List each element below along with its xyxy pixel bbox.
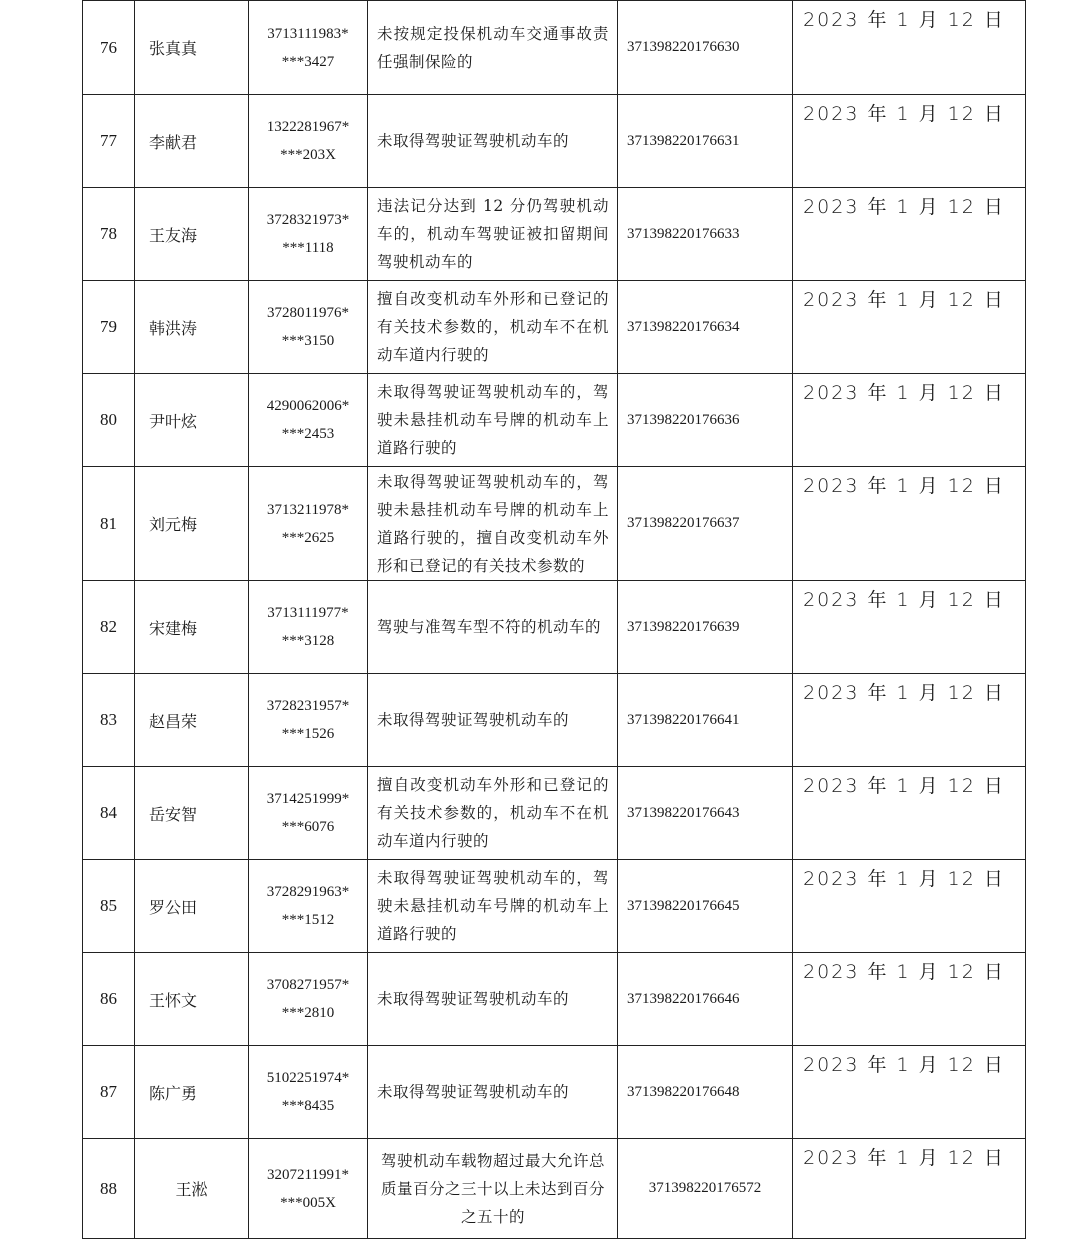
id-number-part2: ***1118 [282, 240, 334, 256]
table-row [83, 581, 1026, 674]
table-row [83, 1139, 1026, 1239]
document-number: 371398220176631 [618, 95, 793, 188]
table-row [83, 767, 1026, 860]
document-number: 371398220176630 [618, 1, 793, 95]
id-number-part2: ***6076 [281, 819, 335, 835]
id-number-part2: ***005X [280, 1194, 336, 1211]
row-number: 82 [83, 581, 135, 674]
id-number [249, 674, 368, 767]
document-number: 371398220176572 [618, 1139, 793, 1239]
violation-reason: 未按规定投保机动车交通事故责任强制保险的 [368, 1, 618, 95]
id-number-part2: ***2625 [281, 529, 335, 546]
id-number-part1: 3728321973* [266, 212, 350, 228]
table-row [83, 1, 1026, 95]
violation-reason: 未取得驾驶证驾驶机动车的，驾驶未悬挂机动车号牌的机动车上道路行驶的，擅自改变机动车外形和已登记的有关技术参数的 [368, 467, 618, 581]
person-name: 宋建梅 [135, 581, 249, 674]
person-name: 王友海 [135, 188, 249, 281]
violation-reason: 未取得驾驶证驾驶机动车的，驾驶未悬挂机动车号牌的机动车上道路行驶的 [368, 374, 618, 467]
id-number-part1: 3708271957* [266, 977, 350, 993]
decision-date: 2023 年 1 月 12 日 [793, 374, 1026, 467]
row-number: 84 [83, 767, 135, 860]
violation-reason: 未取得驾驶证驾驶机动车的，驾驶未悬挂机动车号牌的机动车上道路行驶的 [368, 860, 618, 953]
decision-date: 2023 年 1 月 12 日 [793, 767, 1026, 860]
violation-reason: 未取得驾驶证驾驶机动车的 [368, 95, 618, 188]
table-row [83, 188, 1026, 281]
id-number [249, 767, 368, 860]
person-name: 张真真 [135, 1, 249, 95]
person-name: 王淞 [135, 1139, 249, 1239]
id-number-part2: ***203X [280, 147, 336, 163]
row-number: 86 [83, 953, 135, 1046]
id-number [249, 581, 368, 674]
violation-reason: 擅自改变机动车外形和已登记的有关技术参数的，机动车不在机动车道内行驶的 [368, 767, 618, 860]
id-number [249, 95, 368, 188]
document-number: 371398220176634 [618, 281, 793, 374]
person-name: 尹叶炫 [135, 374, 249, 467]
person-name: 罗公田 [135, 860, 249, 953]
id-number-part1: 3728011976* [267, 305, 349, 321]
violation-reason: 未取得驾驶证驾驶机动车的 [368, 674, 618, 767]
violation-reason: 违法记分达到 12 分仍驾驶机动车的，机动车驾驶证被扣留期间驾驶机动车的 [368, 188, 618, 281]
id-number-part1: 3713111977* [267, 605, 349, 621]
document-number: 371398220176633 [618, 188, 793, 281]
id-number-part1: 3713111983* [267, 25, 349, 42]
id-number [249, 1, 368, 95]
document-number: 371398220176641 [618, 674, 793, 767]
table-row [83, 95, 1026, 188]
id-number [249, 281, 368, 374]
id-number-part1: 3714251999* [266, 791, 350, 807]
decision-date: 2023 年 1 月 12 日 [793, 1139, 1026, 1239]
id-number [249, 188, 368, 281]
violation-reason: 驾驶机动车载物超过最大允许总质量百分之三十以上未达到百分之五十的 [368, 1139, 618, 1239]
row-number: 81 [83, 467, 135, 581]
id-number-part1: 4290062006* [266, 398, 350, 414]
document-number: 371398220176639 [618, 581, 793, 674]
id-number [249, 1139, 368, 1239]
decision-date: 2023 年 1 月 12 日 [793, 467, 1026, 581]
document-number: 371398220176645 [618, 860, 793, 953]
id-number-part1: 5102251974* [266, 1070, 350, 1086]
row-number: 78 [83, 188, 135, 281]
table-row [83, 374, 1026, 467]
id-number-part2: ***3427 [281, 53, 335, 70]
decision-date: 2023 年 1 月 12 日 [793, 188, 1026, 281]
id-number-part2: ***1512 [281, 912, 335, 928]
document-number: 371398220176646 [618, 953, 793, 1046]
decision-date: 2023 年 1 月 12 日 [793, 860, 1026, 953]
row-number: 77 [83, 95, 135, 188]
id-number-part2: ***3150 [281, 333, 335, 349]
table-row [83, 860, 1026, 953]
id-number-part1: 3207211991* [267, 1166, 349, 1183]
decision-date: 2023 年 1 月 12 日 [793, 95, 1026, 188]
document-number: 371398220176637 [618, 467, 793, 581]
id-number-part1: 3728291963* [266, 884, 350, 900]
id-number [249, 860, 368, 953]
person-name: 李献君 [135, 95, 249, 188]
row-number: 88 [83, 1139, 135, 1239]
row-number: 80 [83, 374, 135, 467]
decision-date: 2023 年 1 月 12 日 [793, 674, 1026, 767]
row-number: 83 [83, 674, 135, 767]
id-number-part2: ***3128 [281, 633, 335, 649]
row-number: 76 [83, 1, 135, 95]
person-name: 韩洪涛 [135, 281, 249, 374]
id-number [249, 1046, 368, 1139]
id-number-part1: 3728231957* [266, 698, 350, 714]
violation-reason: 未取得驾驶证驾驶机动车的 [368, 953, 618, 1046]
person-name: 岳安智 [135, 767, 249, 860]
id-number [249, 467, 368, 581]
person-name: 赵昌荣 [135, 674, 249, 767]
id-number-part2: ***2453 [281, 426, 335, 442]
id-number-part1: 3713211978* [267, 501, 349, 518]
table-row [83, 953, 1026, 1046]
id-number [249, 374, 368, 467]
person-name: 王怀文 [135, 953, 249, 1046]
table-row [83, 281, 1026, 374]
person-name: 刘元梅 [135, 467, 249, 581]
decision-date: 2023 年 1 月 12 日 [793, 281, 1026, 374]
person-name: 陈广勇 [135, 1046, 249, 1139]
row-number: 87 [83, 1046, 135, 1139]
document-number: 371398220176636 [618, 374, 793, 467]
document-number: 371398220176648 [618, 1046, 793, 1139]
decision-date: 2023 年 1 月 12 日 [793, 1, 1026, 95]
row-number: 79 [83, 281, 135, 374]
id-number-part2: ***2810 [281, 1005, 335, 1021]
decision-date: 2023 年 1 月 12 日 [793, 953, 1026, 1046]
table-row [83, 1046, 1026, 1139]
table-row [83, 467, 1026, 581]
document-number: 371398220176643 [618, 767, 793, 860]
violation-reason: 未取得驾驶证驾驶机动车的 [368, 1046, 618, 1139]
row-number: 85 [83, 860, 135, 953]
violation-reason: 驾驶与准驾车型不符的机动车的 [368, 581, 618, 674]
decision-date: 2023 年 1 月 12 日 [793, 581, 1026, 674]
id-number-part2: ***8435 [281, 1098, 335, 1114]
violation-reason: 擅自改变机动车外形和已登记的有关技术参数的，机动车不在机动车道内行驶的 [368, 281, 618, 374]
id-number-part2: ***1526 [281, 726, 335, 742]
penalty-record-table [82, 0, 1026, 1239]
id-number-part1: 1322281967* [266, 119, 350, 135]
id-number [249, 953, 368, 1046]
table-row [83, 674, 1026, 767]
decision-date: 2023 年 1 月 12 日 [793, 1046, 1026, 1139]
